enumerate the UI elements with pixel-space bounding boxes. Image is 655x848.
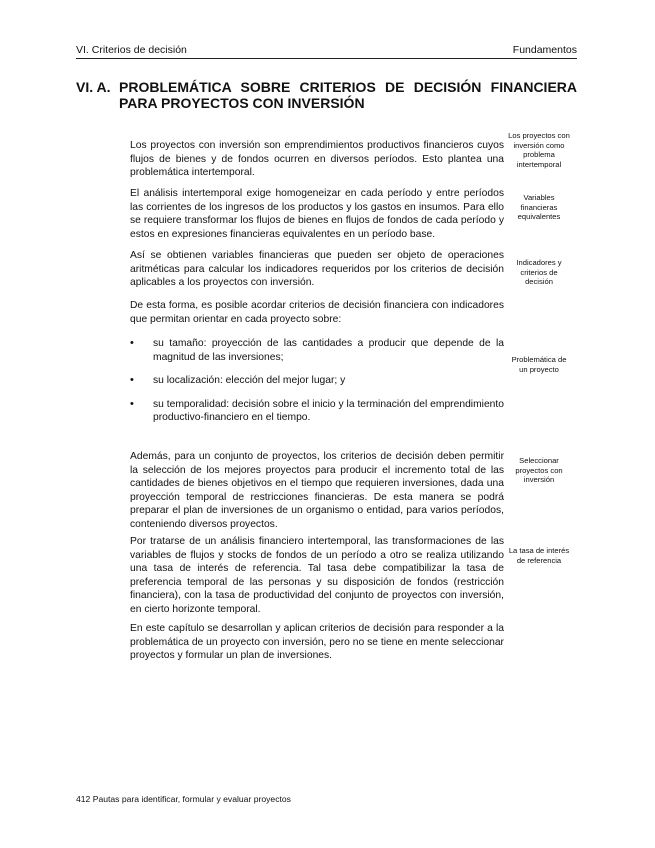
header-rule — [76, 58, 577, 59]
paragraph-interest-rate: Por tratarse de un análisis financiero intertemporal, las transformaciones de las variables de flujos y stocks de fondos de un período a otro se realiza utilizando una tasa de interés de referencia. Tal tasa debe compatibilizar la tasa de preferencia temporal de las personas y su disposición de fondos (restricción financiera), con la tasa de productividad del conjunto de proyectos con inversión, en cierto horizonte temporal. — [130, 536, 504, 615]
margin-note-indicators: Indicadores y criterios de decisión — [516, 258, 562, 286]
bullet-size: • su tamaño: proyección de las cantidades a producir que depende de la magnitud de las inversiones; — [130, 337, 504, 364]
paragraph-chapter-scope: En este capítulo se desarrollan y aplican criterios de decisión para responder a la problemática de un proyecto con inversión, pero no se tiene en mente seleccionar proyectos y formular un plan de inversiones. — [130, 623, 504, 661]
paragraph-financial-variables: Así se obtienen variables financieras que pueden ser objeto de operaciones aritméticas para calcular los indicadores requeridos por los criterios de decisión aplicables a los proyectos con inversión. — [130, 250, 504, 288]
section-number: VI. A. — [76, 79, 111, 95]
paragraph-decision-criteria: De esta forma, es posible acordar criterios de decisión financiera con indicadores que permitan orientar en cada proyecto sobre: — [130, 300, 504, 325]
section-title-text: PROBLEMÁTICA SOBRE CRITERIOS DE DECISIÓN FINANCIERA PARA PROYECTOS CON INVERSIÓN — [119, 79, 577, 111]
bullet-location: • su localización: elección del mejor lugar; y — [130, 374, 504, 388]
margin-note-intertemporal: Los proyectos con inversión como problema intertemporal — [508, 131, 570, 169]
running-header-chapter: VI. Criterios de decisión — [76, 44, 187, 56]
margin-note-interest-rate: La tasa de interés de referencia — [508, 546, 570, 565]
margin-note-equivalent-variables: Variables financieras equivalentes — [517, 193, 561, 221]
margin-note-select-projects: Seleccionar proyectos con inversión — [515, 456, 563, 484]
decision-bullet-list — [130, 337, 504, 425]
page-footer: 412 Pautas para identificar, formular y evaluar proyectos — [76, 794, 291, 804]
paragraph-project-selection: Además, para un conjunto de proyectos, los criterios de decisión deben permitir la selección de los mejores proyectos para producir el incremento total de las cantidades de bienes objetivos en el tiempo que requieren inversiones, dada una proyección temporal de restricciones financieras. De esta manera se podrá preparar el plan de inversiones de un organismo o entidad, para varios períodos, conteniendo diversos proyectos. — [130, 451, 504, 530]
margin-note-project-problem: Problemática de un proyecto — [511, 355, 567, 374]
section-title — [76, 79, 577, 111]
paragraph-intro: Los proyectos con inversión son emprendimientos productivos financieros cuyos flujos de bienes y de fondos ocurren en diversos períodos. Esto plantea una problemática intertemporal. — [130, 140, 504, 178]
paragraph-intertemporal-analysis: El análisis intertemporal exige homogeneizar en cada período y entre períodos las corrientes de los ingresos de los productos y los gastos en insumos. Para ello se requiere transformar los flujos de bienes en flujos de fondos de cada período y estos en expresiones financieras equivalentes en un período base. — [130, 188, 504, 240]
running-header-section: Fundamentos — [512, 44, 577, 56]
bullet-timing: • su temporalidad: decisión sobre el inicio y la terminación del emprendimiento productivo-financiero en el tiempo. — [130, 398, 504, 425]
